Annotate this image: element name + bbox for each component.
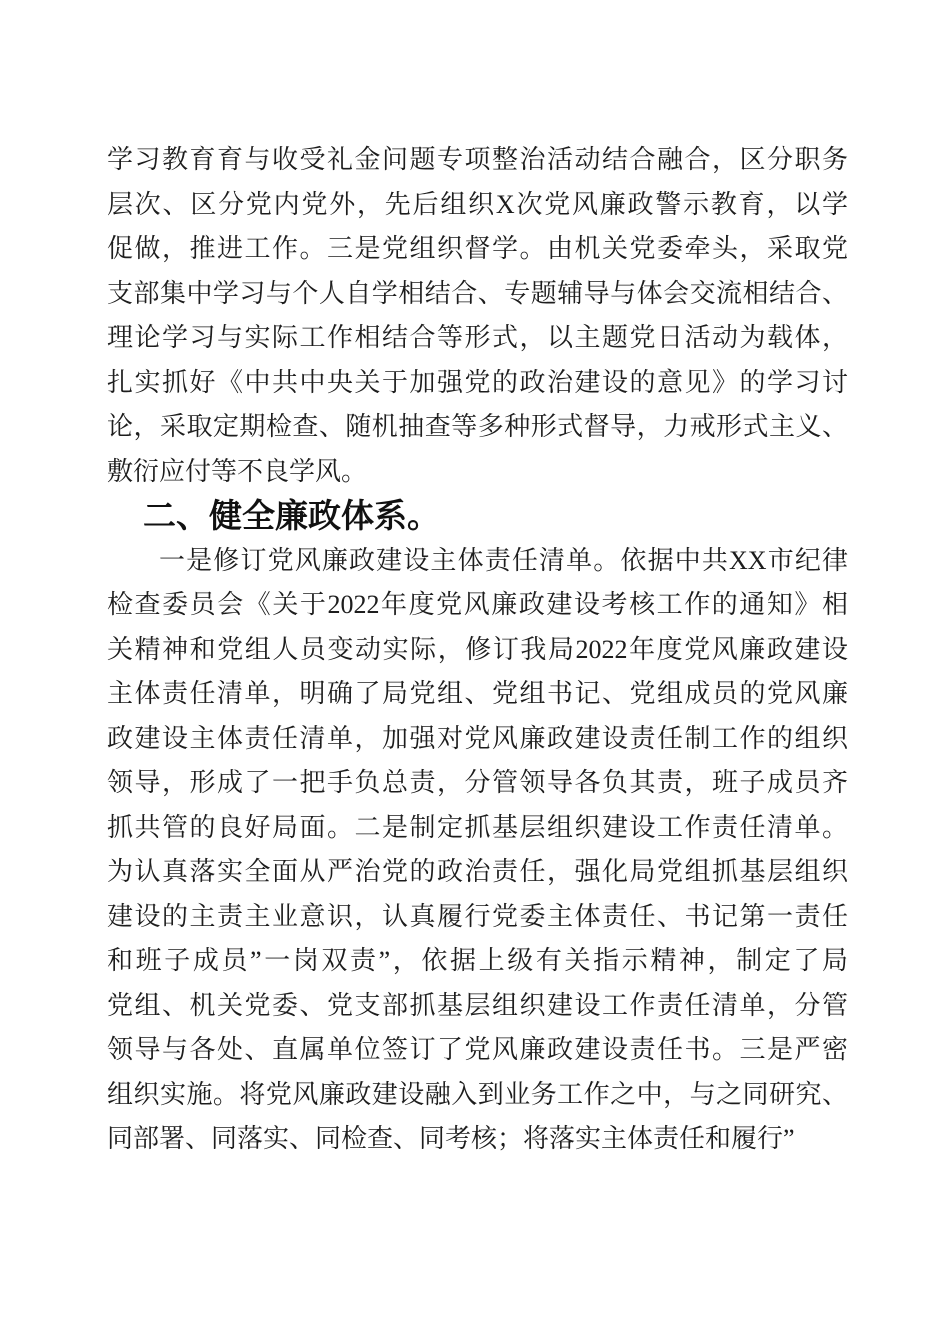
text-line: 理论学习与实际工作相结合等形式，以主题党日活动为载体， bbox=[107, 323, 848, 352]
text-line: 组织实施。将党风廉政建设融入到业务工作之中，与之同研究、 bbox=[107, 1079, 848, 1109]
document-content bbox=[107, 138, 848, 1162]
text-line: 抓共管的良好局面。二是制定抓基层组织建设工作责任清单。 bbox=[107, 812, 848, 842]
text-line: 一是修订党风廉政建设主体责任清单。依据中共XX市纪律 bbox=[159, 545, 848, 575]
text-line: 关精神和党组人员变动实际，修订我局2022年度党风廉政建设 bbox=[107, 634, 848, 664]
text-line: 敷衍应付等不良学风。 bbox=[107, 456, 368, 486]
text-line: 领导，形成了一把手负总责，分管领导各负其责，班子成员齐 bbox=[107, 768, 848, 797]
text-line: 政建设主体责任清单，加强对党风廉政建设责任制工作的组织 bbox=[107, 723, 848, 753]
text-line: 党组、机关党委、党支部抓基层组织建设工作责任清单，分管 bbox=[107, 990, 848, 1020]
text-line: 和班子成员”一岗双责”，依据上级有关指示精神，制定了局 bbox=[107, 946, 848, 975]
text-line: 论，采取定期检查、随机抽查等多种形式督导，力戒形式主义、 bbox=[107, 412, 848, 441]
text-line: 建设的主责主业意识，认真履行党委主体责任、书记第一责任 bbox=[107, 901, 848, 931]
text-line: 支部集中学习与个人自学相结合、专题辅导与体会交流相结合、 bbox=[107, 278, 848, 308]
text-line: 层次、区分党内党外，先后组织X次党风廉政警示教育，以学 bbox=[107, 189, 848, 219]
text-line: 为认真落实全面从严治党的政治责任，强化局党组抓基层组织 bbox=[107, 857, 848, 886]
text-line: 检查委员会《关于2022年度党风廉政建设考核工作的通知》相 bbox=[107, 590, 848, 619]
section-heading: 二、健全廉政体系。 bbox=[143, 497, 440, 534]
text-line: 学习教育育与收受礼金问题专项整治活动结合融合，区分职务 bbox=[107, 145, 848, 174]
text-line: 同部署、同落实、同检查、同考核；将落实主体责任和履行” bbox=[107, 1124, 795, 1153]
text-line: 促做，推进工作。三是党组织督学。由机关党委牵头，采取党 bbox=[107, 234, 848, 263]
text-line: 扎实抓好《中共中央关于加强党的政治建设的意见》的学习讨 bbox=[107, 367, 848, 397]
text-line: 领导与各处、直属单位签订了党风廉政建设责任书。三是严密 bbox=[107, 1035, 848, 1064]
text-line: 主体责任清单，明确了局党组、党组书记、党组成员的党风廉 bbox=[107, 679, 848, 708]
